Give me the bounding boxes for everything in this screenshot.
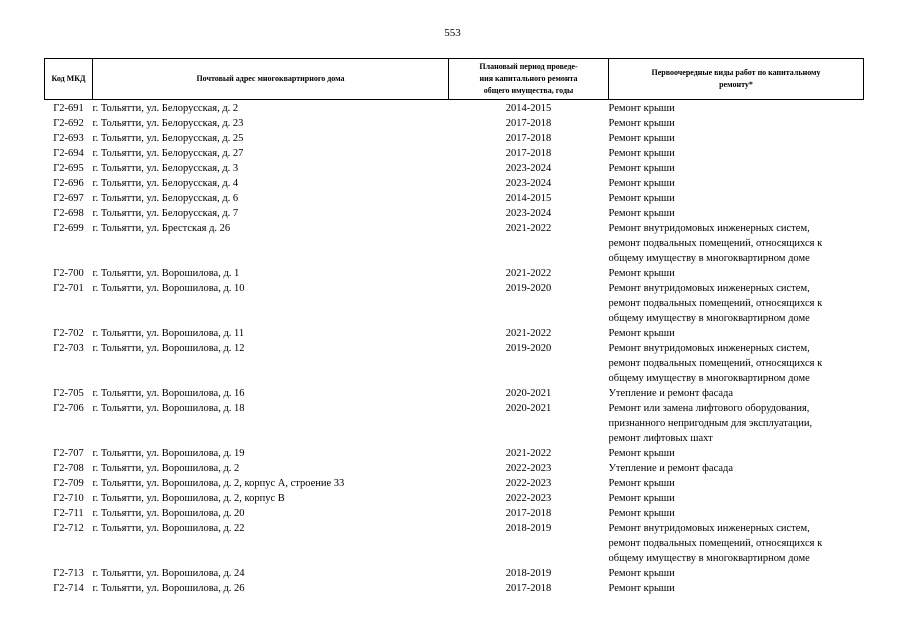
table-row <box>45 461 864 476</box>
cell-works <box>609 581 864 596</box>
table-row <box>45 386 864 401</box>
cell-code: Г2-697 <box>53 193 84 204</box>
cell-period: 2020-2021 <box>505 388 552 399</box>
cell-works <box>609 401 864 446</box>
cell-address: г. Тольятти, ул. Ворошилова, д. 22 <box>92 523 245 534</box>
cell-code: Г2-712 <box>53 523 84 534</box>
cell-code: Г2-709 <box>53 478 84 489</box>
cell-address: г. Тольятти, ул. Ворошилова, д. 11 <box>92 328 245 339</box>
works-line: Ремонт крыши <box>608 193 675 204</box>
works-line: Ремонт крыши <box>608 568 675 579</box>
cell-address: г. Тольятти, ул. Ворошилова, д. 16 <box>92 388 245 399</box>
works-line: Ремонт внутридомовых инженерных систем, <box>608 523 810 534</box>
cell-address: г. Тольятти, ул. Ворошилова, д. 24 <box>92 568 245 579</box>
cell-period: 2021-2022 <box>505 223 552 234</box>
cell-period: 2023-2024 <box>505 163 552 174</box>
header-works <box>609 59 864 100</box>
cell-code: Г2-691 <box>53 103 84 114</box>
cell-works <box>609 446 864 461</box>
cell-code: Г2-703 <box>53 343 84 354</box>
table-header <box>45 59 864 100</box>
cell-period: 2014-2015 <box>505 193 552 204</box>
cell-works <box>609 100 864 117</box>
table-row <box>45 176 864 191</box>
cell-works <box>609 191 864 206</box>
cell-code: Г2-698 <box>53 208 84 219</box>
cell-works <box>609 116 864 131</box>
cell-address: г. Тольятти, ул. Ворошилова, д. 1 <box>92 268 240 279</box>
works-line: Ремонт крыши <box>608 118 675 129</box>
header-period-line: ния капитального ремонта <box>479 74 578 83</box>
table-row <box>45 491 864 506</box>
cell-address: г. Тольятти, ул. Белорусская, д. 6 <box>92 193 239 204</box>
cell-period: 2017-2018 <box>505 148 552 159</box>
works-line: ремонт подвальных помещений, относящихся к <box>608 358 823 369</box>
table-row <box>45 191 864 206</box>
works-line: Ремонт крыши <box>608 148 675 159</box>
header-address: Почтовый адрес многоквартирного дома <box>93 59 449 100</box>
cell-address: г. Тольятти, ул. Ворошилова, д. 2 <box>92 463 240 474</box>
works-line: общему имуществу в многоквартирном доме <box>608 553 810 564</box>
works-line: Ремонт внутридомовых инженерных систем, <box>608 223 810 234</box>
table-row <box>45 281 864 326</box>
works-line: ремонт лифтовых шахт <box>608 433 713 444</box>
cell-address: г. Тольятти, ул. Белорусская, д. 23 <box>92 118 244 129</box>
cell-address: г. Тольятти, ул. Ворошилова, д. 10 <box>92 283 245 294</box>
works-line: ремонт подвальных помещений, относящихся к <box>608 298 823 309</box>
table-row <box>45 100 864 117</box>
cell-works <box>609 521 864 566</box>
cell-code: Г2-708 <box>53 463 84 474</box>
cell-address: г. Тольятти, ул. Ворошилова, д. 26 <box>92 583 245 594</box>
works-line: Ремонт крыши <box>608 328 675 339</box>
header-works-line: ремонту* <box>719 80 753 89</box>
table-row <box>45 521 864 566</box>
table-row <box>45 131 864 146</box>
cell-works <box>609 221 864 266</box>
cell-works <box>609 326 864 341</box>
cell-works <box>609 266 864 281</box>
cell-works <box>609 206 864 221</box>
cell-works <box>609 146 864 161</box>
cell-works <box>609 476 864 491</box>
table-row <box>45 116 864 131</box>
cell-code: Г2-696 <box>53 178 84 189</box>
cell-code: Г2-710 <box>53 493 84 504</box>
works-line: Ремонт крыши <box>608 508 675 519</box>
works-line: Ремонт крыши <box>608 103 675 114</box>
table-row <box>45 146 864 161</box>
table-row <box>45 341 864 386</box>
works-line: Ремонт крыши <box>608 478 675 489</box>
cell-works <box>609 161 864 176</box>
works-line: общему имуществу в многоквартирном доме <box>608 313 810 324</box>
cell-period: 2018-2019 <box>505 523 552 534</box>
header-period-line: Плановый период проведе- <box>479 62 578 71</box>
cell-code: Г2-714 <box>53 583 84 594</box>
cell-works <box>609 386 864 401</box>
table-row <box>45 326 864 341</box>
cell-works <box>609 566 864 581</box>
table-row <box>45 401 864 446</box>
works-line: Утепление и ремонт фасада <box>608 463 734 474</box>
cell-period: 2018-2019 <box>505 568 552 579</box>
header-period <box>449 59 609 100</box>
cell-address: г. Тольятти, ул. Ворошилова, д. 2, корпус В <box>92 493 285 504</box>
table-row <box>45 206 864 221</box>
cell-period: 2023-2024 <box>505 178 552 189</box>
cell-period: 2017-2018 <box>505 583 552 594</box>
cell-code: Г2-694 <box>53 148 84 159</box>
cell-works <box>609 281 864 326</box>
cell-address: г. Тольятти, ул. Белорусская, д. 27 <box>92 148 244 159</box>
table-row <box>45 566 864 581</box>
works-line: ремонт подвальных помещений, относящихся к <box>608 538 823 549</box>
cell-period: 2019-2020 <box>505 283 552 294</box>
header-row <box>45 59 864 100</box>
cell-address: г. Тольятти, ул. Белорусская, д. 3 <box>92 163 239 174</box>
table-row <box>45 506 864 521</box>
table-row <box>45 446 864 461</box>
works-line: Ремонт крыши <box>608 178 675 189</box>
works-line: Ремонт крыши <box>608 208 675 219</box>
cell-period: 2022-2023 <box>505 478 552 489</box>
cell-period: 2022-2023 <box>505 463 552 474</box>
cell-code: Г2-707 <box>53 448 84 459</box>
cell-works <box>609 461 864 476</box>
cell-code: Г2-711 <box>53 508 84 519</box>
cell-works <box>609 506 864 521</box>
cell-period: 2019-2020 <box>505 343 552 354</box>
cell-code: Г2-692 <box>53 118 84 129</box>
table-row <box>45 221 864 266</box>
works-line: Утепление и ремонт фасада <box>608 388 734 399</box>
cell-period: 2021-2022 <box>505 328 552 339</box>
cell-code: Г2-693 <box>53 133 84 144</box>
cell-code: Г2-705 <box>53 388 84 399</box>
table-row <box>45 161 864 176</box>
works-line: ремонт подвальных помещений, относящихся к <box>608 238 823 249</box>
cell-code: Г2-699 <box>53 223 84 234</box>
works-line: Ремонт внутридомовых инженерных систем, <box>608 343 810 354</box>
works-line: Ремонт крыши <box>608 493 675 504</box>
cell-address: г. Тольятти, ул. Брестская д. 26 <box>92 223 231 234</box>
page-number: 553 <box>444 27 461 39</box>
works-line: Ремонт крыши <box>608 448 675 459</box>
cell-works <box>609 341 864 386</box>
mkd-table <box>44 58 864 596</box>
header-code: Код МКД <box>45 59 93 100</box>
cell-period: 2014-2015 <box>505 103 552 114</box>
header-period-line: общего имущества, годы <box>483 86 574 95</box>
cell-code: Г2-706 <box>53 403 84 414</box>
cell-works <box>609 176 864 191</box>
cell-code: Г2-702 <box>53 328 84 339</box>
table-row <box>45 581 864 596</box>
works-line: общему имуществу в многоквартирном доме <box>608 253 810 264</box>
header-works-line: Первоочередные виды работ по капитальному <box>651 68 821 77</box>
works-line: Ремонт или замена лифтового оборудования, <box>608 403 810 414</box>
works-line: Ремонт крыши <box>608 163 675 174</box>
table-row <box>45 476 864 491</box>
cell-address: г. Тольятти, ул. Белорусская, д. 25 <box>92 133 244 144</box>
cell-code: Г2-701 <box>53 283 84 294</box>
works-line: общему имуществу в многоквартирном доме <box>608 373 810 384</box>
table-row <box>45 266 864 281</box>
cell-address: г. Тольятти, ул. Ворошилова, д. 2, корпус А, строение 33 <box>92 478 345 489</box>
cell-code: Г2-695 <box>53 163 84 174</box>
cell-period: 2021-2022 <box>505 268 552 279</box>
cell-period: 2020-2021 <box>505 403 552 414</box>
cell-works <box>609 131 864 146</box>
cell-period: 2017-2018 <box>505 118 552 129</box>
cell-period: 2017-2018 <box>505 508 552 519</box>
cell-address: г. Тольятти, ул. Ворошилова, д. 12 <box>92 343 245 354</box>
cell-address: г. Тольятти, ул. Ворошилова, д. 18 <box>92 403 245 414</box>
table-body <box>45 100 864 597</box>
works-line: Ремонт крыши <box>608 583 675 594</box>
cell-address: г. Тольятти, ул. Белорусская, д. 2 <box>92 103 239 114</box>
works-line: Ремонт крыши <box>608 268 675 279</box>
cell-address: г. Тольятти, ул. Ворошилова, д. 20 <box>92 508 245 519</box>
works-line: Ремонт крыши <box>608 133 675 144</box>
cell-period: 2023-2024 <box>505 208 552 219</box>
cell-address: г. Тольятти, ул. Ворошилова, д. 19 <box>92 448 245 459</box>
works-line: Ремонт внутридомовых инженерных систем, <box>608 283 810 294</box>
cell-period: 2022-2023 <box>505 493 552 504</box>
cell-period: 2021-2022 <box>505 448 552 459</box>
cell-period: 2017-2018 <box>505 133 552 144</box>
cell-works <box>609 491 864 506</box>
cell-code: Г2-700 <box>53 268 84 279</box>
cell-address: г. Тольятти, ул. Белорусская, д. 7 <box>92 208 239 219</box>
cell-address: г. Тольятти, ул. Белорусская, д. 4 <box>92 178 239 189</box>
works-line: признанного непригодным для эксплуатации, <box>608 418 813 429</box>
cell-code: Г2-713 <box>53 568 84 579</box>
